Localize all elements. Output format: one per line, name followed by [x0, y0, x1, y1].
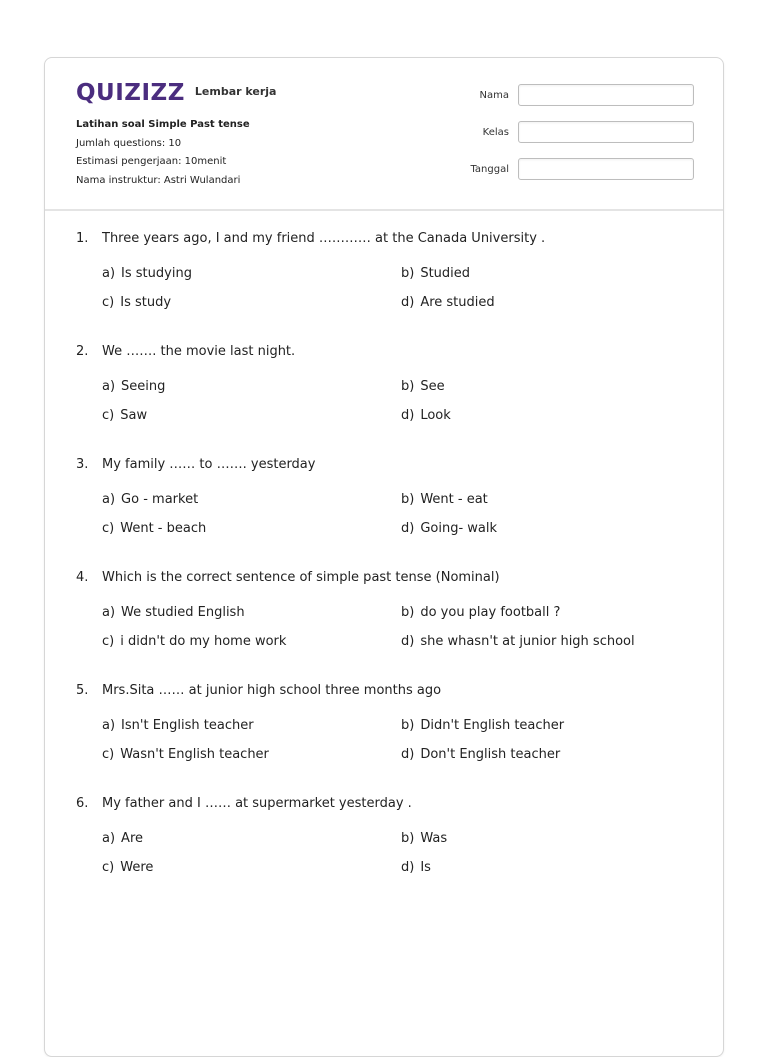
option-letter: c): [102, 634, 115, 649]
question-stem: [76, 343, 696, 361]
option-text: Look: [420, 408, 451, 423]
answer-option[interactable]: [401, 294, 701, 312]
answer-option[interactable]: [102, 746, 401, 764]
question-stem: [76, 795, 696, 813]
answer-option[interactable]: [102, 294, 401, 312]
option-letter: d): [401, 408, 415, 423]
option-text: Go - market: [121, 492, 199, 507]
class-row: [465, 121, 694, 143]
option-text: she whasn't at junior high school: [420, 634, 635, 649]
option-text: Are studied: [420, 295, 495, 310]
class-field[interactable]: [518, 121, 694, 143]
question-text: My family …… to ……. yesterday: [102, 457, 316, 472]
answer-options: [102, 830, 696, 877]
answer-option[interactable]: [102, 407, 401, 425]
option-letter: c): [102, 295, 115, 310]
answer-option[interactable]: [401, 830, 701, 848]
option-text: Don't English teacher: [420, 747, 561, 762]
option-text: Isn't English teacher: [121, 718, 254, 733]
question-number: 3.: [76, 457, 89, 472]
question-text: Three years ago, I and my friend ………… at the Canada University .: [102, 231, 546, 246]
option-letter: d): [401, 747, 415, 762]
option-letter: d): [401, 860, 415, 875]
question-number: 6.: [76, 796, 89, 811]
option-text: Is studying: [121, 266, 192, 281]
answer-option[interactable]: [401, 265, 701, 283]
option-text: Are: [121, 831, 143, 846]
answer-option[interactable]: [102, 604, 401, 622]
option-letter: a): [102, 605, 116, 620]
question-number: 5.: [76, 683, 89, 698]
question-list: [76, 230, 696, 877]
option-text: Didn't English teacher: [420, 718, 565, 733]
question-5: [76, 682, 696, 764]
quizizz-logo: QUIZIZZ: [76, 80, 185, 106]
answer-option[interactable]: [102, 859, 401, 877]
option-text: See: [420, 379, 445, 394]
option-letter: b): [401, 605, 415, 620]
question-number: 1.: [76, 231, 89, 246]
option-text: Wasn't English teacher: [120, 747, 269, 762]
question-text: We ……. the movie last night.: [102, 344, 296, 359]
option-text: Went - beach: [120, 521, 207, 536]
question-count: Jumlah questions: 10: [76, 137, 182, 149]
question-text: Which is the correct sentence of simple past tense (Nominal): [102, 570, 500, 585]
option-text: Studied: [420, 266, 471, 281]
time-estimate: Estimasi pengerjaan: 10menit: [76, 156, 227, 167]
option-letter: c): [102, 747, 115, 762]
option-letter: a): [102, 718, 116, 733]
option-letter: d): [401, 295, 415, 310]
option-letter: a): [102, 831, 116, 846]
option-text: do you play football ?: [420, 605, 561, 620]
name-row: [465, 84, 694, 106]
question-1: [76, 230, 696, 312]
answer-option[interactable]: [102, 265, 401, 283]
date-label: Tanggal: [470, 163, 509, 175]
date-field[interactable]: [518, 158, 694, 180]
option-letter: b): [401, 831, 415, 846]
name-label: Nama: [479, 89, 509, 101]
question-6: [76, 795, 696, 877]
option-letter: b): [401, 492, 415, 507]
question-number: 2.: [76, 344, 89, 359]
worksheet-title: Latihan soal Simple Past tense: [76, 119, 250, 130]
question-3: [76, 456, 696, 538]
option-letter: d): [401, 521, 415, 536]
option-letter: c): [102, 408, 115, 423]
option-letter: a): [102, 492, 116, 507]
question-stem: [76, 569, 696, 587]
option-text: i didn't do my home work: [120, 634, 287, 649]
answer-options: [102, 265, 696, 312]
answer-option[interactable]: [102, 717, 401, 735]
question-number: 4.: [76, 570, 89, 585]
option-text: Went - eat: [420, 492, 488, 507]
answer-options: [102, 491, 696, 538]
worksheet-header: [45, 58, 723, 211]
option-text: Were: [120, 860, 154, 875]
option-letter: b): [401, 718, 415, 733]
answer-option[interactable]: [401, 491, 701, 509]
answer-option[interactable]: [102, 491, 401, 509]
option-text: Is study: [120, 295, 172, 310]
question-4: [76, 569, 696, 651]
answer-option[interactable]: [401, 407, 701, 425]
answer-options: [102, 378, 696, 425]
option-letter: b): [401, 266, 415, 281]
answer-options: [102, 604, 696, 651]
option-text: Is: [420, 860, 431, 875]
worksheet-meta: [76, 116, 250, 190]
worksheet-label: Lembar kerja: [194, 84, 277, 98]
class-label: Kelas: [482, 126, 509, 138]
option-text: We studied English: [121, 605, 245, 620]
brand: [76, 80, 276, 106]
option-text: Saw: [120, 408, 148, 423]
question-text: Mrs.Sita …… at junior high school three months ago: [102, 683, 442, 698]
answer-option[interactable]: [102, 378, 401, 396]
option-letter: a): [102, 379, 116, 394]
option-letter: b): [401, 379, 415, 394]
answer-options: [102, 717, 696, 764]
answer-option[interactable]: [401, 378, 701, 396]
option-text: Going- walk: [420, 521, 498, 536]
answer-option[interactable]: [401, 746, 701, 764]
option-letter: c): [102, 860, 115, 875]
answer-option[interactable]: [401, 604, 701, 622]
option-letter: d): [401, 634, 415, 649]
answer-option[interactable]: [102, 633, 401, 651]
answer-option[interactable]: [401, 717, 701, 735]
option-letter: c): [102, 521, 115, 536]
answer-option[interactable]: [401, 520, 701, 538]
instructor-name: Nama instruktur: Astri Wulandari: [76, 174, 241, 186]
answer-option[interactable]: [102, 520, 401, 538]
question-text: My father and I …… at supermarket yesterday .: [102, 796, 412, 811]
option-letter: a): [102, 266, 116, 281]
question-stem: [76, 682, 696, 700]
name-field[interactable]: [518, 84, 694, 106]
option-text: Was: [420, 831, 448, 846]
question-2: [76, 343, 696, 425]
option-text: Seeing: [121, 379, 166, 394]
answer-option[interactable]: [102, 830, 401, 848]
question-stem: [76, 230, 696, 248]
worksheet-card: [44, 57, 724, 1057]
question-stem: [76, 456, 696, 474]
answer-option[interactable]: [401, 633, 701, 651]
date-row: [465, 158, 694, 180]
answer-option[interactable]: [401, 859, 701, 877]
